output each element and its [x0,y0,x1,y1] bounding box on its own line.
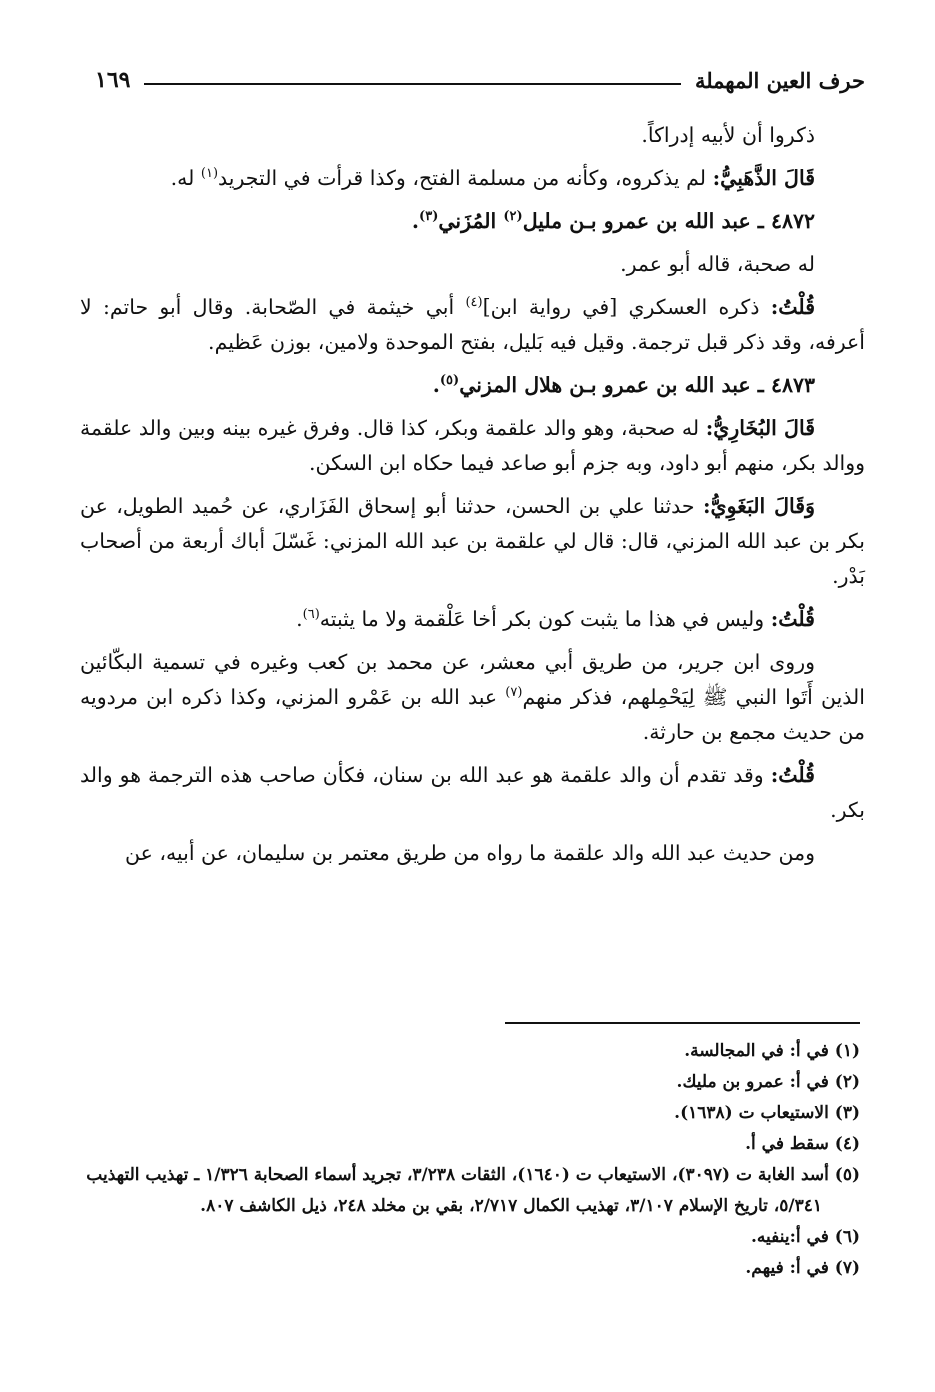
entry-heading: المُزَني [438,209,504,233]
footnote-ref-7[interactable]: (٧) [505,685,523,701]
paragraph-4 [80,247,865,282]
paragraph-7 [80,411,865,481]
paragraph-12 [80,836,865,871]
paragraph-text: وروى ابن جرير، من طريق أبي معشر، عن محمد بن كعب وغيره في تسمية البكّائين الذين أَتَوا النبي ﷺ لِيَحْمِلهم، فذكر منهم [80,650,865,709]
paragraph-text: . [296,607,303,631]
paragraph-text: وليس في هذا ما يثبت كون بكر أخا عَلْقمة ولا ما يثبته [319,607,771,631]
speaker-label: قُلْتُ: [770,295,816,319]
paragraph-text: ذكره العسكري [في رواية ابن] [482,295,771,319]
entry-heading: ٤٨٧٣ ـ عبد الله بن عمرو بـن هلال المزني [459,373,815,397]
footnote-ref-5[interactable]: (٥) [439,373,460,389]
header-rule [144,83,680,85]
footnote-7: (٧) في أ: فيهم. [745,1258,860,1278]
footnote-1: (١) في أ: في المجالسة. [684,1041,860,1061]
paragraph-5 [80,290,865,360]
speaker-label: وَقَالَ البَغَوِيُّ: [702,494,816,518]
paragraph-1 [80,118,865,153]
footnote-separator [505,1022,860,1024]
entry-heading-end: . [411,209,420,233]
paragraph-2 [80,161,865,196]
main-text [80,118,865,879]
footnote-6: (٦) في أ:ينفيه. [751,1227,860,1247]
footnotes [80,1036,860,1284]
paragraph-text: ومن حديث عبد الله والد علقمة ما رواه من طريق معتمر بن سليمان، عن أبيه، عن [124,841,815,865]
entry-heading-end: . [432,373,440,397]
footnote-ref-6[interactable]: (٦) [302,607,320,623]
paragraph-text: حدثنا علي بن الحسن، حدثنا أبو إسحاق الفَزَاري، عن حُميد الطويل، عن بكر بن عبد الله المزني، قال: قال لي علقمة بن عبد الله المزني: غَسّلَ أباك أربعة من أصحاب بَدْر. [80,494,865,588]
running-title: حرف العين المهملة [694,67,865,93]
paragraph-text: له صحبة، وهو والد علقمة وبكر، كذا قال. وفرق غيره بينه وبين والد علقمة ووالد بكر، منهم أبو داود، وبه جزم أبو صاعد فيما حكاه ابن السكن. [80,416,865,475]
paragraph-text: لم يذكروه، وكأنه من مسلمة الفتح، وكذا قرأت في التجريد [218,166,713,190]
footnote-5: (٥) أسد الغابة ت (٣٠٩٧)، الاستيعاب ت (١٦٤٠)، الثقات ٣/٢٣٨، تجريد أسماء الصحابة ١/٣٢٦ ـ تهذيب التهذيب ٥/٣٤١، تاريخ الإسلام ٣/١٠٧، تهذيب الكمال ٢/٧١٧، بقي بن مخلد ٢٤٨، ذيل الكاشف ٨٠٧. [86,1165,860,1216]
footnote-ref-2[interactable]: (٢) [503,209,523,225]
footnote-ref-3[interactable]: (٣) [419,209,439,225]
paragraph-text: له صحبة، قاله أبو عمر. [620,252,815,276]
entry-heading: ٤٨٧٢ ـ عبد الله بن عمرو بـن مليل [522,209,815,233]
page-number: ١٦٩ [95,67,131,93]
paragraph-text: وقد تقدم أن والد علقمة هو عبد الله بن سنان، فكأن صاحب هذه الترجمة هو والد بكر. [80,763,865,822]
speaker-label: قَالَ البُخَارِيُّ: [705,416,816,440]
paragraph-text: له. [170,166,201,190]
paragraph-9 [80,602,865,637]
paragraph-text: أبي خيثمة في الصّحابة. وقال أبو حاتم: لا أعرفه، وقد ذكر قبل ترجمة. وقيل فيه بَليل، بفتح الموحدة ولامين، بوزن عَظيم. [80,295,865,354]
entry-4873 [80,368,865,403]
footnote-2: (٢) في أ: عمرو بن مليك. [676,1072,860,1092]
footnote-ref-4[interactable]: (٤) [465,295,483,311]
entry-4872 [80,204,865,239]
speaker-label: قَالَ الذَّهَبِيُّ: [712,166,815,190]
running-head [95,62,865,98]
paragraph-8 [80,489,865,594]
footnote-4: (٤) سقط في أ. [745,1134,860,1154]
paragraph-11 [80,758,865,828]
footnote-3: (٣) الاستيعاب ت (١٦٣٨). [674,1103,860,1123]
speaker-label: قُلْتُ: [770,607,815,631]
paragraph-10 [80,645,865,750]
paragraph-text: عبد الله بن عَمْرو المزني، وكذا ذكره ابن مردويه من حديث مجمع بن حارثة. [80,685,865,744]
paragraph-text: ذكروا أن لأبيه إدراكاً. [641,123,815,147]
footnote-ref-1[interactable]: (١) [200,166,219,182]
speaker-label: قُلْتُ: [770,763,815,787]
